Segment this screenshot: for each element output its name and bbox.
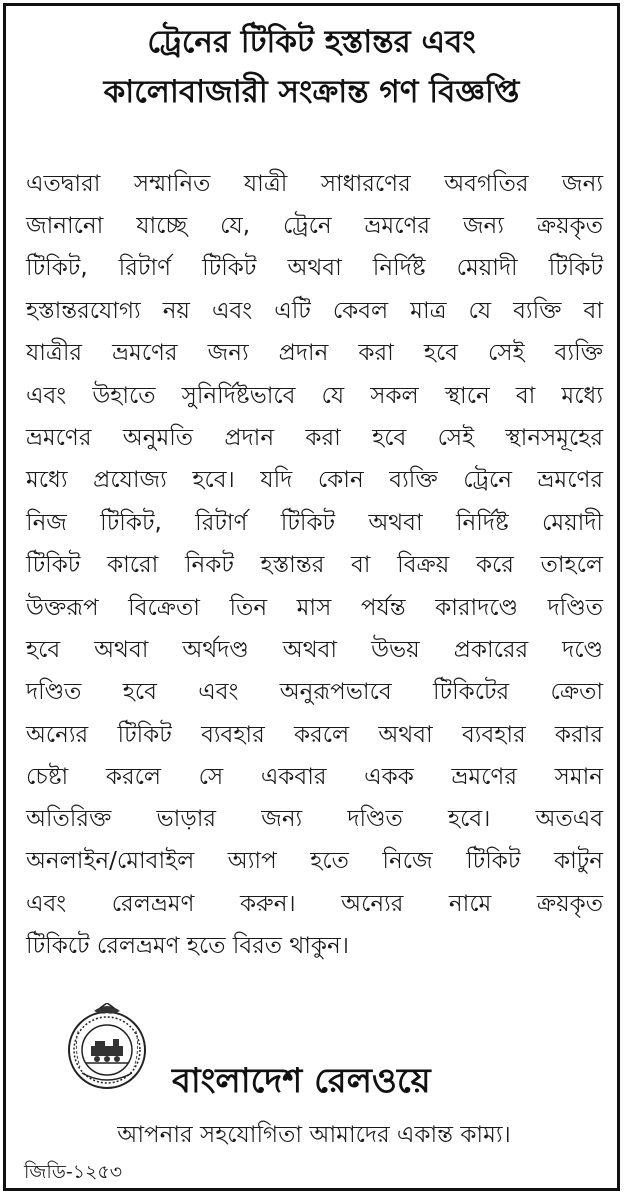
title-line-2: কালোবাজারী সংক্রান্ত গণ বিজ্ঞপ্তি [103, 74, 520, 110]
notice-body-line: যাত্রীর ভ্রমণের জন্য প্রদান করা হবে সেই ব্যক্তি [26, 340, 603, 366]
notice-body-line: নিজ টিকিট, রিটার্ণ টিকিট অথবা নির্দিষ্ট মেয়াদী [26, 510, 603, 536]
notice-body-line: দণ্ডিত হবে এবং অনুরূপভাবে টিকিটের ক্রেতা [26, 679, 603, 705]
public-notice [3, 3, 620, 1191]
notice-body-line: এতদ্বারা সম্মানিত যাত্রী সাধারণের অবগতির জন্য [26, 171, 603, 197]
notice-body-line: হস্তান্তরযোগ্য নয় এবং এটি কেবল মাত্র যে ব্যক্তি বা [26, 298, 603, 324]
notice-body-line: ভ্রমণের অনুমতি প্রদান করা হবে সেই স্থানসমূহের [26, 425, 603, 451]
notice-body-line: উক্তরূপ বিক্রেতা তিন মাস পর্যন্ত কারাদণ্ডে দণ্ডিত [26, 595, 603, 621]
notice-body-line: চেষ্টা করলে সে একবার একক ভ্রমণের সমান [26, 764, 603, 790]
notice-body-line: অন্যের টিকিট ব্যবহার করলে অথবা ব্যবহার করার [26, 722, 603, 748]
notice-body-line: অতিরিক্ত ভাড়ার জন্য দণ্ডিত হবে। অতএব [26, 806, 603, 832]
notice-body-line: হবে অথবা অর্থদণ্ড অথবা উভয় প্রকারের দণ্ডে [26, 637, 603, 663]
notice-body-line: টিকিটে রেলভ্রমণ হতে বিরত থাকুন। [26, 933, 349, 959]
reference-number: জিডি-১২৫৩ [24, 1161, 123, 1183]
bangladesh-railway-emblem-icon [64, 1003, 150, 1095]
tagline: আপনার সহযোগিতা আমাদের একান্ত কাম্য। [117, 1122, 511, 1148]
notice-body-line: মধ্যে প্রযোজ্য হবে। যদি কোন ব্যক্তি ট্রেনে ভ্রমণের [26, 467, 603, 493]
notice-body-line: এবং উহাতে সুনির্দিষ্টভাবে যে সকল স্থানে বা মধ্যে [26, 383, 603, 409]
notice-body-line: টিকিট কারো নিকট হস্তান্তর বা বিক্রয় করে তাহলে [26, 552, 603, 578]
notice-title [6, 20, 617, 116]
notice-body-line: এবং রেলভ্রমণ করুন। অন্যের নামে ক্রয়কৃত [26, 891, 603, 917]
organization-name: বাংলাদেশ রেলওয়ে [172, 1061, 431, 1101]
notice-body-line: জানানো যাচ্ছে যে, ট্রেনে ভ্রমণের জন্য ক্রয়কৃত [26, 213, 603, 239]
notice-body-line: অনলাইন/মোবাইল অ্যাপ হতে নিজে টিকিট কাটুন [26, 848, 603, 874]
notice-body-line: টিকিট, রিটার্ণ টিকিট অথবা নির্দিষ্ট মেয়াদী টিকিট [26, 255, 603, 281]
title-line-1: ট্রেনের টিকিট হস্তান্তর এবং [147, 24, 476, 60]
